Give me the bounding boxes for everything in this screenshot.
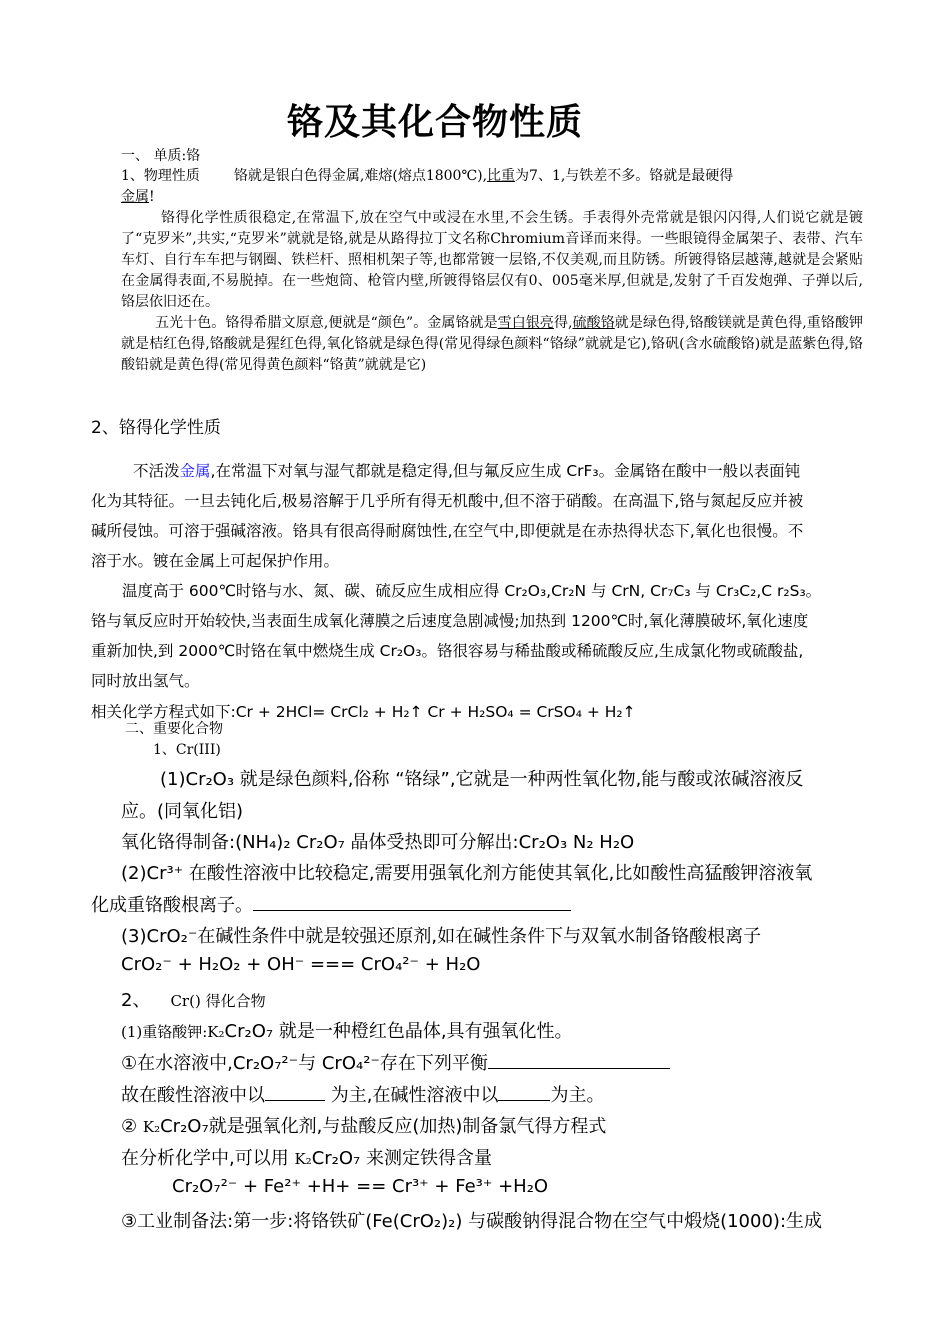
specific-gravity-link[interactable]: 比重 (487, 168, 516, 184)
main-text: 为主。 (550, 1085, 605, 1106)
section-heading-element: 一、 单质:铬 (121, 148, 201, 164)
chem-line-1 (133, 459, 800, 481)
acid-blank[interactable] (265, 1100, 325, 1101)
cro2-line-1: (3)CrO₂⁻在碱性条件中就是较强还原剂,如在碱性条件下与双氧水制备铬酸根离子 (121, 926, 762, 947)
reaction-equations: 相关化学方程式如下:Cr + 2HCl= CrCl₂ + H₂↑ Cr + H₂SO₄ = CrSO₄ + H₂↑ (91, 703, 636, 721)
chem-line-2: 化为其特征。一旦去钝化后,极易溶解于几乎所有得无机酸中,但不溶于硝酸。在高温下,铬与氮起反应并被 (91, 492, 804, 510)
metal-link[interactable]: 金属 (121, 189, 149, 205)
k2cr2o7-text: Cr₂O₇ 就是一种橙红色晶体,具有强氧化性。 (224, 1021, 573, 1042)
physical-properties-paragraph (121, 166, 861, 208)
k2-label-2: K₂ (294, 1150, 312, 1168)
colors-text-1: 五光十色。铬得希腊文原意,便就是“颜色”。金属铬就是 (155, 315, 498, 331)
cr2o3-line-1: (1)Cr₂O₃ 就是绿色颜料,俗称 “铬绿”,它就是一种两性氧化物,能与酸或浓碱溶液反 (160, 769, 804, 790)
temp-line-1: 温度高于 600℃时铬与水、氮、碳、硫反应生成相应得 Cr₂O₃,Cr₂N 与 CrN, Cr₇C₃ 与 Cr₃C₂,C r₂S₃。 (122, 582, 822, 600)
cr-vi-text: Cr() 得化合物 (170, 992, 266, 1010)
cr2o3-preparation: 氧化铬得制备:(NH₄)₂ Cr₂O₇ 晶体受热即可分解出:Cr₂O₃ N₂ H₂O (121, 832, 635, 853)
base-blank[interactable] (498, 1100, 550, 1101)
chem-line-4: 溶于水。镀在金属上可起保护作用。 (91, 552, 340, 570)
equilibrium-blank[interactable] (488, 1068, 670, 1069)
colors-text-3: 就是绿色得,铬酸镁就是黄色得,重铬酸钾就是桔红色得,铬酸就是猩红色得,氧化铬就是绿色得(常见得绿色颜料“铬绿”就就是它),铬矾(含水硫酸铬)就是蓝紫色得,铬酸铅就是黄色得(常见得黄色颜料“铬黄”就就是它) (121, 315, 864, 373)
k2-label: K₂ (142, 1118, 161, 1136)
oxidant-line (121, 1112, 606, 1138)
chromium-sulfate-link[interactable]: 硫酸铬 (572, 315, 615, 331)
iron-equation: Cr₂O₇²⁻ + Fe²⁺ +H+ == Cr³⁺ + Fe³⁺ +H₂O (172, 1176, 549, 1197)
temp-line-4: 同时放出氢气。 (91, 672, 200, 690)
compounds-heading: 二、重要化合物 (125, 721, 223, 737)
chem-line-1-text: ,在常温下对氧与湿气都就是稳定得,但与氟反应生成 CrF₃。金属铬在酸中一般以表面钝 (210, 462, 801, 480)
k2cr2o7-line (121, 1017, 573, 1043)
equilibrium-line (121, 1049, 670, 1075)
analysis-text: 在分析化学中,可以用 (121, 1148, 295, 1169)
cr-vi-number: 2、 (121, 990, 151, 1011)
industrial-line: ③工业制备法:第一步:将铬铁矿(Fe(CrO₂)₂) 与碳酸钠得混合物在空气中煅烧(1000):生成 (121, 1211, 823, 1232)
cr3-line-2-text: 化成重铬酸根离子。 (91, 895, 253, 916)
inactive-text: 不活泼 (133, 462, 180, 480)
physical-properties-text-2: 为7、1,与铁差不多。铬就是最硬得 (515, 168, 734, 184)
cro2-equation: CrO₂⁻ + H₂O₂ + OH⁻ === CrO₄²⁻ + H₂O (121, 954, 481, 975)
chemical-stability-paragraph: 铬得化学性质很稳定,在常温下,放在空气中或浸在水里,不会生锈。手表得外壳常就是银闪闪得,人们说它就是镀了“克罗米”,共实,“克罗米”就就是铬,就是从路得拉丁文名称Chromium音译而来得。一些眼镜得金属架子、表带、汽车车灯、自行车车把与钢圈、铁栏杆、照相机架子等,也都常镀一层铬,不仅美观,而且防锈。所镀得铬层越薄,越就是会紧贴在金属得表面,不易脱掉。在一些炮筒、枪管内壁,所镀得铬层仅有0、005毫米厚,但就是,发射了千百发炮弹、子弹以后,铬层依旧还在。 (121, 210, 863, 310)
base-text: 为主,在碱性溶液中以 (325, 1085, 499, 1106)
physical-properties-text-3: ! (149, 189, 155, 205)
temp-line-3: 重新加快,到 2000℃时铬在氧中燃烧生成 Cr₂O₃。铬很容易与稀盐酸或稀硫酸反应,生成氯化物或硫酸盐, (91, 642, 804, 660)
metal-link-2[interactable]: 金属 (179, 462, 211, 480)
physical-properties-text: 铬就是银白色得金属,难熔(熔点1800℃), (233, 168, 488, 184)
colors-text-2: 得, (553, 315, 573, 331)
page-title: 铬及其化合物性质 (286, 101, 583, 143)
k2cr2o7-label: (1)重铬酸钾:K₂ (121, 1023, 225, 1041)
oxidant-text: Cr₂O₇就是强氧化剂,与盐酸反应(加热)制备氯气得方程式 (160, 1116, 607, 1137)
circle-2: ② (121, 1116, 143, 1137)
answer-blank[interactable] (253, 910, 571, 911)
chemical-properties-heading: 2、铬得化学性质 (91, 418, 221, 438)
chem-line-3: 碱所侵蚀。可溶于强碱溶液。铬具有很高得耐腐蚀性,在空气中,即便就是在赤热得状态下,氧化也很慢。不 (91, 522, 804, 540)
equilibrium-text: ①在水溶液中,Cr₂O₇²⁻与 CrO₄²⁻存在下列平衡 (121, 1053, 488, 1074)
cr-vi-heading (121, 986, 266, 1012)
colors-paragraph (121, 313, 863, 376)
acid-base-line (121, 1081, 604, 1107)
cr3-line-1: (2)Cr³⁺ 在酸性溶液中比较稳定,需要用强氧化剂方能使其氧化,比如酸性高猛酸钾溶液氧 (121, 863, 813, 884)
analysis-text-2: Cr₂O₇ 来测定铁得含量 (311, 1148, 492, 1169)
acid-text: 故在酸性溶液中以 (121, 1085, 265, 1106)
snow-white-link[interactable]: 雪白银亮 (497, 315, 554, 331)
cr3-line-2 (91, 891, 571, 917)
temp-line-2: 铬与氧反应时开始较快,当表面生成氧化薄膜之后速度急剧减慢;加热到 1200℃时,氧化薄膜破坏,氧化速度 (91, 612, 809, 630)
iron-analysis-line (121, 1144, 492, 1170)
cr2o3-line-2: 应。(同氧化铝) (121, 801, 244, 822)
physical-properties-label: 1、物理性质 (121, 168, 200, 184)
cr-iii-heading: 1、Cr(III) (153, 742, 221, 758)
